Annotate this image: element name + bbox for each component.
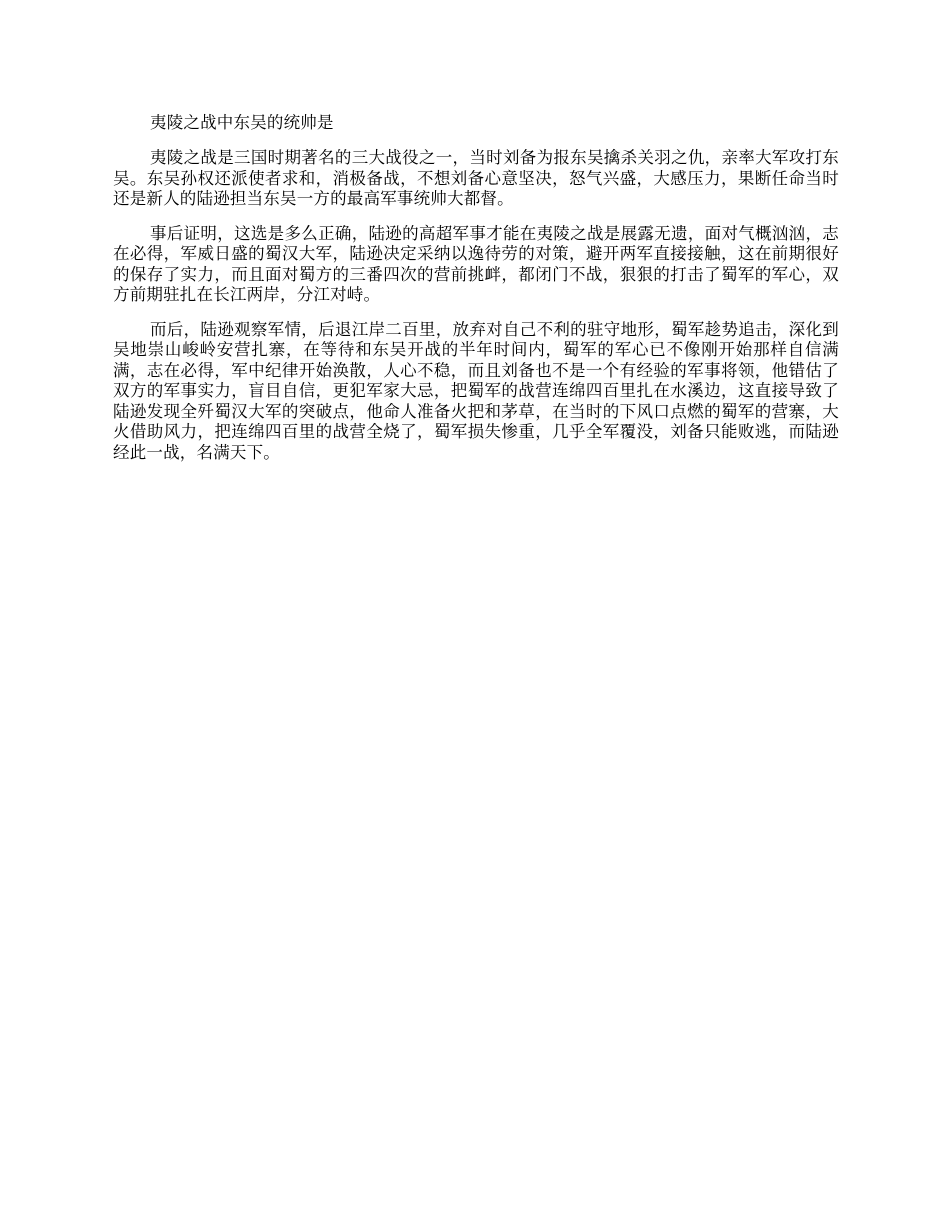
document-page [113,112,839,477]
paragraph-1: 夷陵之战是三国时期著名的三大战役之一，当时刘备为报东吴擒杀关羽之仇，亲率大军攻打东吴。东吴孙权还派使者求和，消极备战，不想刘备心意坚决，怒气兴盛，大感压力，果断任命当时还是新人的陆逊担当东吴一方的最高军事统帅大都督。 [113,148,839,208]
paragraph-2: 事后证明，这选是多么正确，陆逊的高超军事才能在夷陵之战是展露无遗，面对气概汹汹，志在必得，军威日盛的蜀汉大军，陆逊决定采纳以逸待劳的对策，避开两军直接接触，这在前期很好的保存了实力，而且面对蜀方的三番四次的营前挑衅，都闭门不战，狠狠的打击了蜀军的军心，双方前期驻扎在长江两岸，分江对峙。 [113,223,839,304]
paragraph-3: 而后，陆逊观察军情，后退江岸二百里，放弃对自己不利的驻守地形，蜀军趁势追击，深化到吴地崇山峻岭安营扎寨，在等待和东吴开战的半年时间内，蜀军的军心已不像刚开始那样自信满满，志在必得，军中纪律开始涣散，人心不稳，而且刘备也不是一个有经验的军事将领，他错估了双方的军事实力，盲目自信，更犯军家大忌，把蜀军的战营连绵四百里扎在水溪边，这直接导致了陆逊发现全歼蜀汉大军的突破点，他命人准备火把和茅草，在当时的下风口点燃的蜀军的营寨，大火借助风力，把连绵四百里的战营全烧了，蜀军损失惨重，几乎全军覆没，刘备只能败逃，而陆逊经此一战，名满天下。 [113,319,839,462]
document-title: 夷陵之战中东吴的统帅是 [150,113,334,132]
